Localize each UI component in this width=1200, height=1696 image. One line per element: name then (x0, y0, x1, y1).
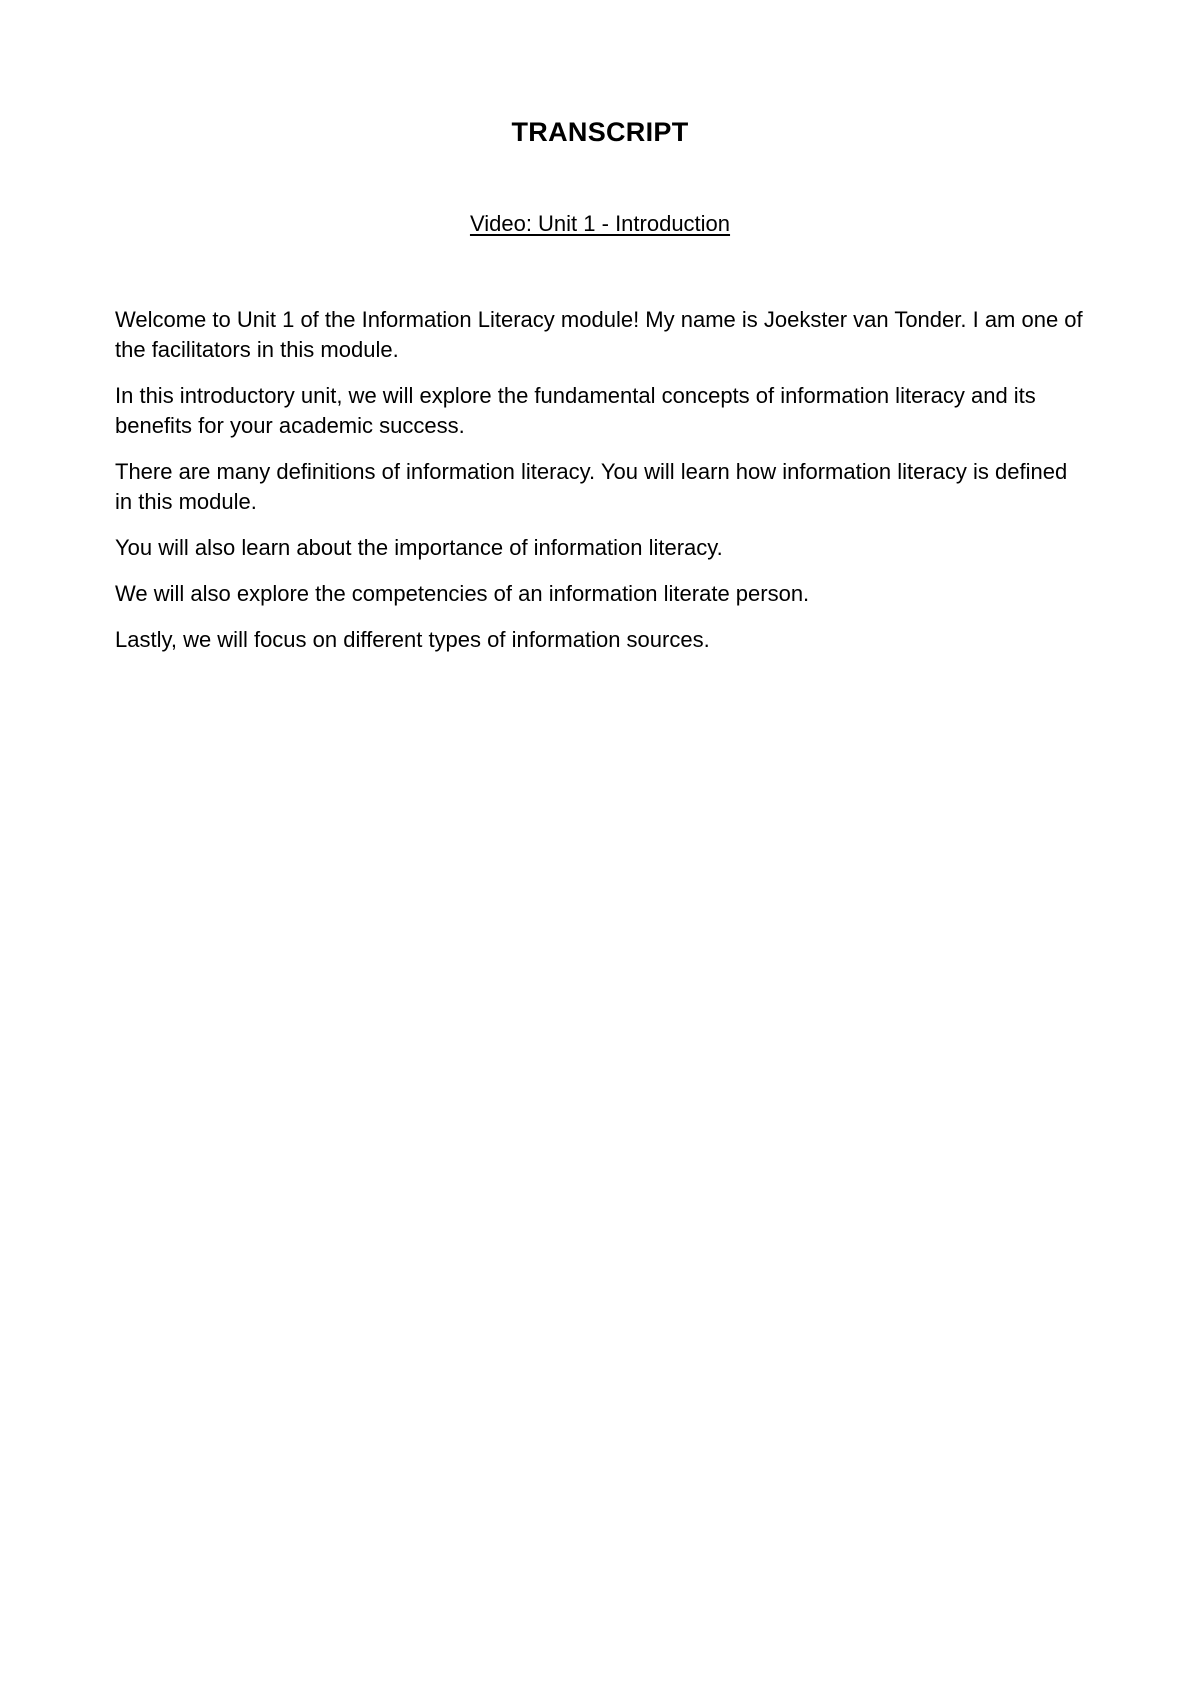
video-title: Video: Unit 1 - Introduction (469, 211, 731, 236)
paragraph: There are many definitions of information literacy. You will learn how information literacy is defined in this module. (115, 459, 1068, 514)
paragraph: In this introductory unit, we will explore the fundamental concepts of information literacy and its benefits for your academic success. (115, 383, 1036, 438)
document-title: TRANSCRIPT (511, 117, 689, 147)
paragraph: Lastly, we will focus on different types of information sources. (115, 627, 710, 652)
paragraph: You will also learn about the importance of information literacy. (115, 535, 723, 560)
paragraph: Welcome to Unit 1 of the Information Literacy module! My name is Joekster van Tonder. I am one of the facilitators in this module. (115, 307, 1083, 362)
transcript-body (115, 305, 1090, 671)
document-subtitle (0, 210, 1200, 238)
paragraph: We will also explore the competencies of an information literate person. (115, 581, 810, 606)
